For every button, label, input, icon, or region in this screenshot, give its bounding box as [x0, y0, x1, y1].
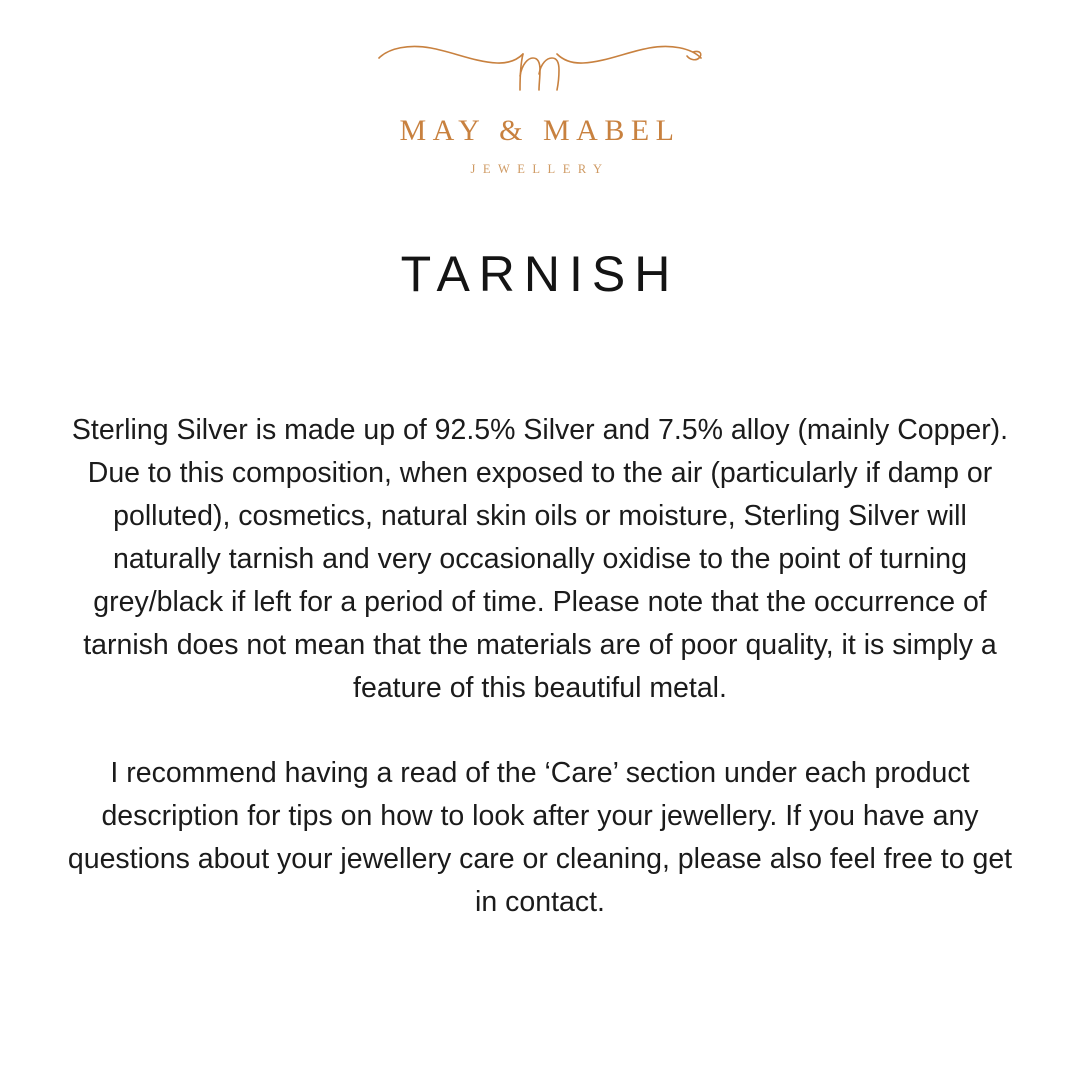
- brand-subtitle: JEWELLERY: [470, 162, 610, 176]
- body-copy: [60, 409, 1020, 924]
- flourish-monogram-icon: [375, 32, 705, 104]
- paragraph-2: I recommend having a read of the ‘Care’ section under each product description for tips on how to look after your jewellery. If you have any questions about your jewellery care or cleaning, please also feel free to get in contact.: [67, 756, 1013, 918]
- page-title: TARNISH: [400, 246, 680, 302]
- brand-name: MAY & MABEL: [399, 114, 681, 147]
- brand-logo: [375, 32, 705, 177]
- paragraph-1: Sterling Silver is made up of 92.5% Silver and 7.5% alloy (mainly Copper). Due to this composition, when exposed to the air (particularly if damp or polluted), cosmetics, natural skin oils or moisture, Sterling Silver will naturally tarnish and very occasionally oxidise to the point of turning grey/black if left for a period of time. Please note that the occurrence of tarnish does not mean that the materials are of poor quality, it is simply a feature of this beautiful metal.: [71, 413, 1009, 704]
